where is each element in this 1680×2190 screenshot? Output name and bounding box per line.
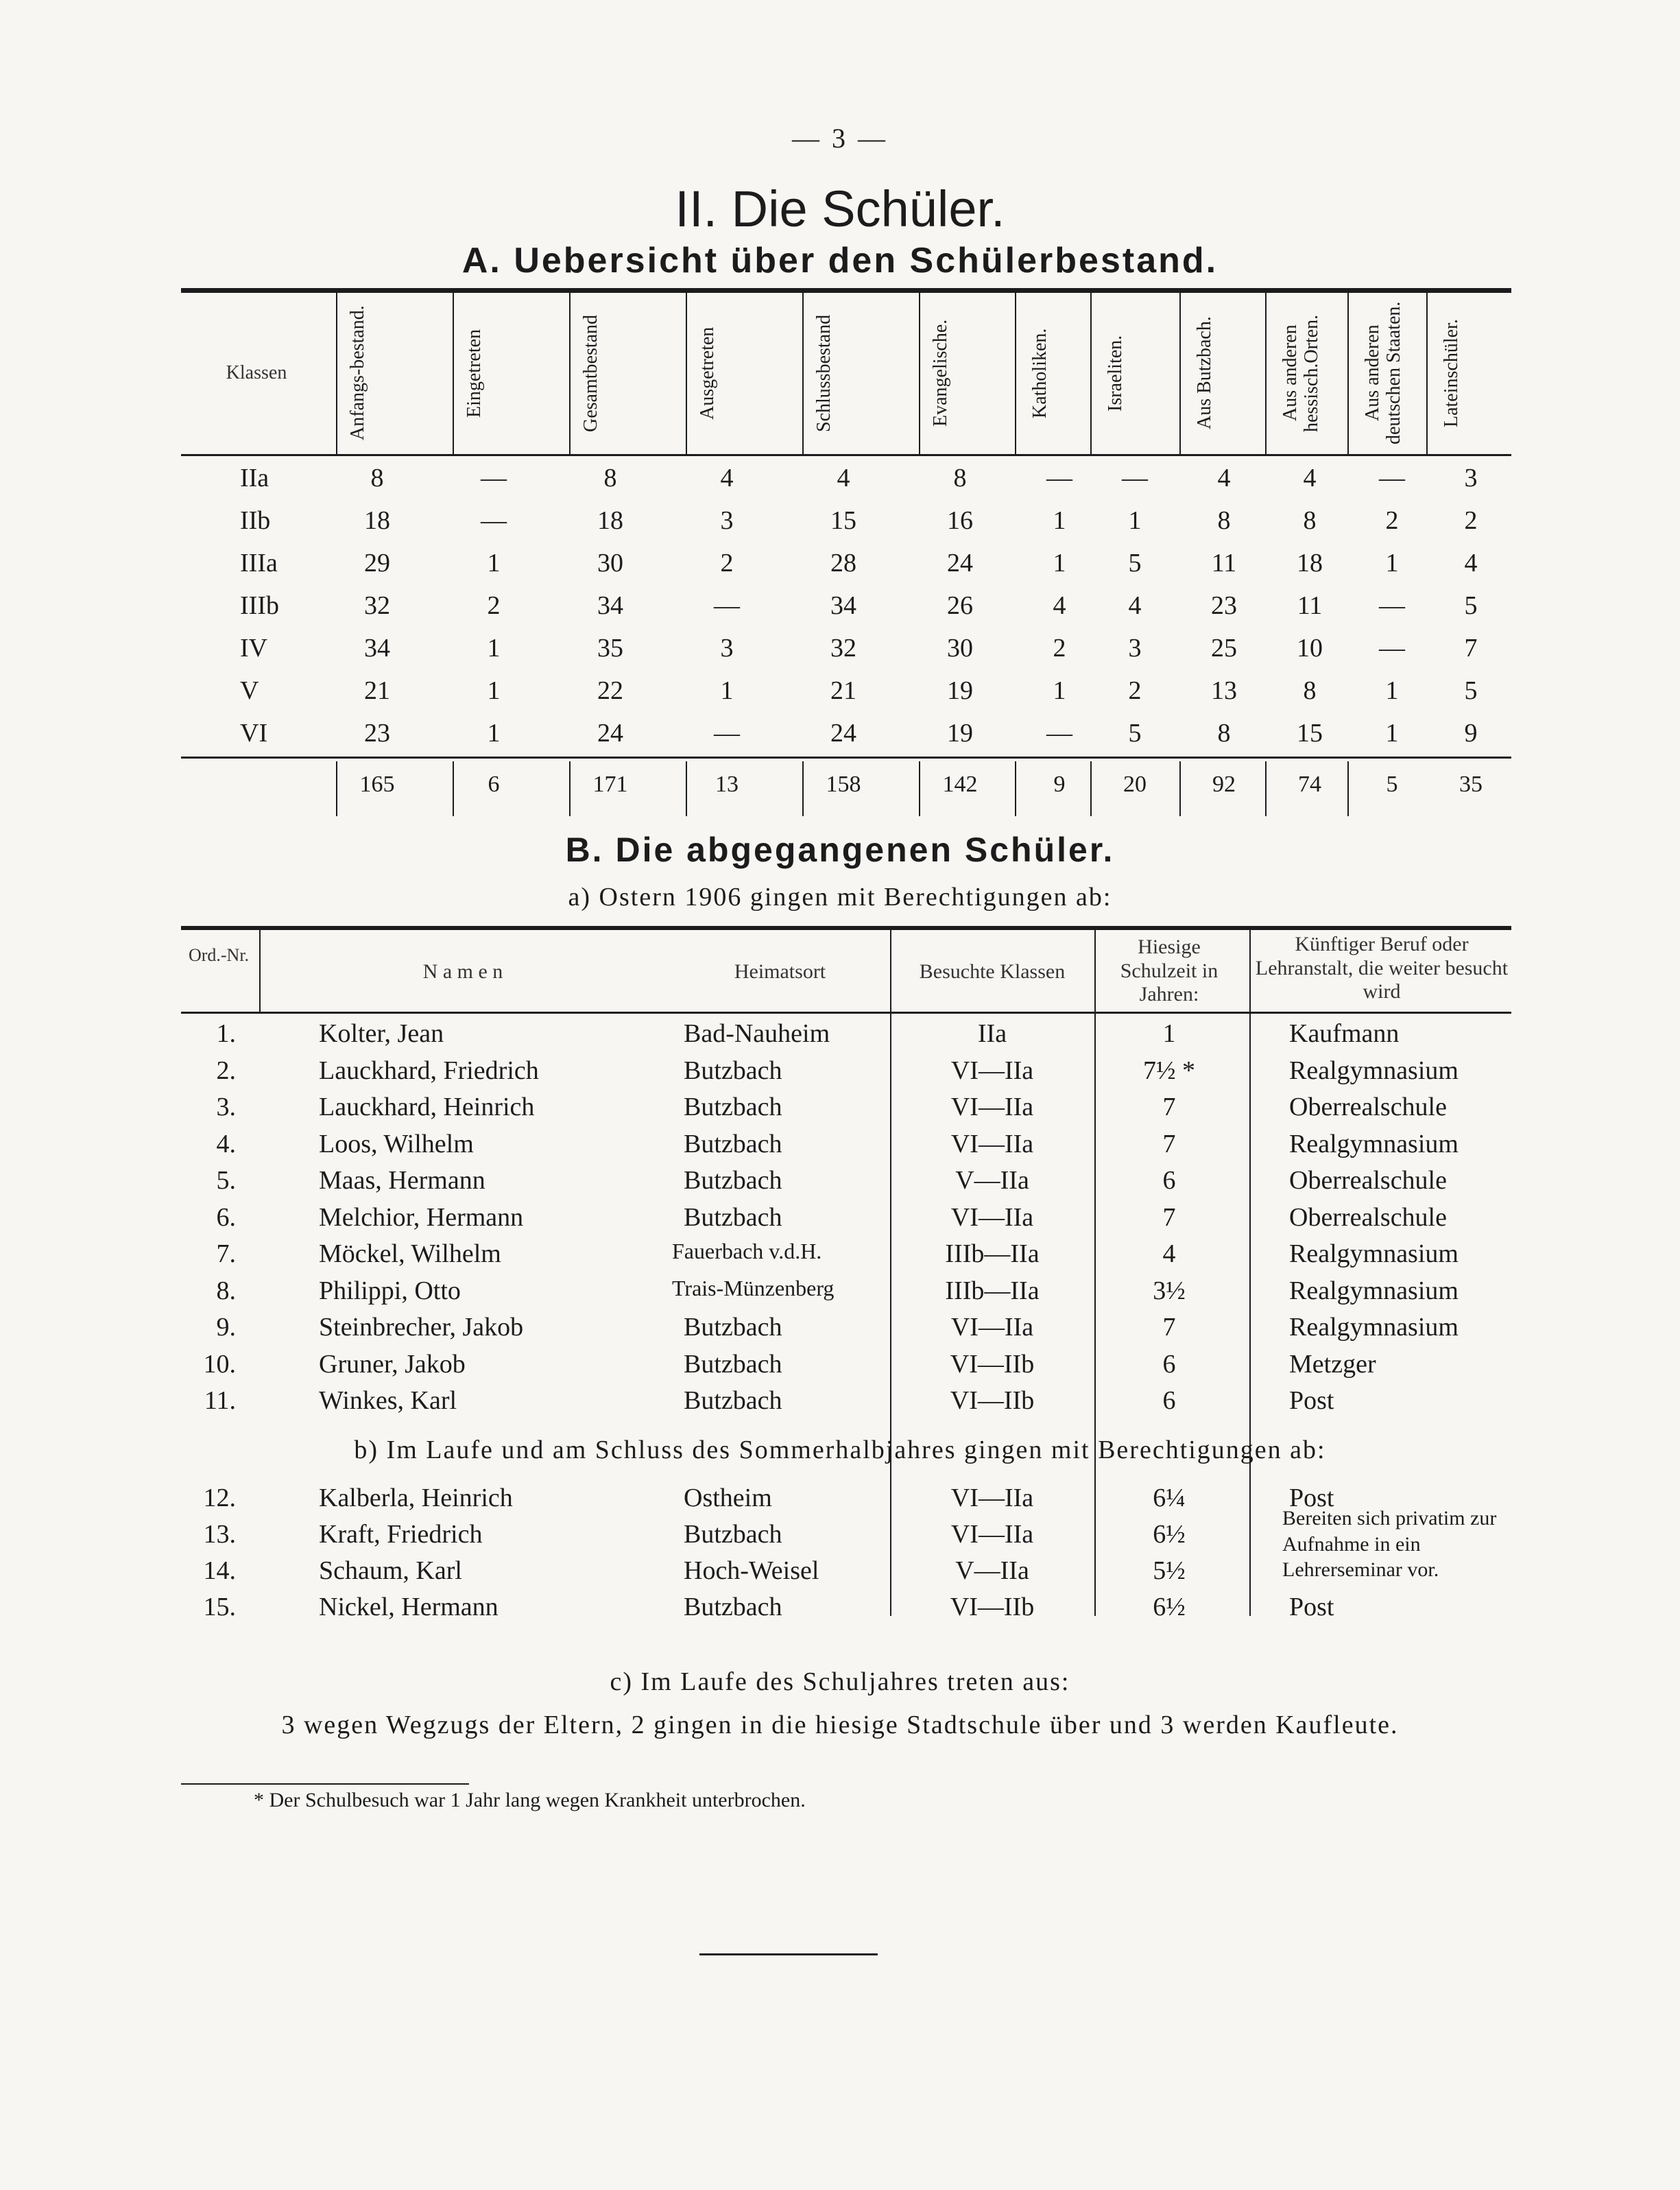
table-cell: 19 — [947, 676, 973, 705]
table-cell: 21 — [364, 676, 390, 705]
student-schulzeit: 6 — [1162, 1166, 1176, 1195]
student-name: Philippi, Otto — [319, 1276, 461, 1305]
table-cell: 8 — [1217, 719, 1231, 748]
student-nr: 10. — [203, 1349, 236, 1379]
student-nr: 6. — [216, 1202, 236, 1232]
column-header: Aus anderen hessisch.Orten. — [1280, 314, 1322, 432]
student-nr: 2. — [216, 1056, 236, 1085]
student-nr: 15. — [203, 1593, 236, 1621]
student-klassen: VI—IIb — [950, 1593, 1035, 1621]
table-cell: 1 — [1053, 676, 1066, 705]
student-name: Maas, Hermann — [319, 1166, 485, 1195]
subsection-c-text: 3 wegen Wegzugs der Eltern, 2 gingen in die hiesige Stadtschule über und 3 werden Kaufleute. — [281, 1711, 1399, 1739]
total-cell: 171 — [592, 772, 628, 797]
student-beruf: Realgymnasium — [1289, 1276, 1459, 1305]
table-cell: — — [1379, 634, 1405, 663]
table-cell: 25 — [1211, 634, 1237, 663]
column-header: Israeliten. — [1105, 335, 1126, 412]
student-klassen: IIIb—IIa — [945, 1239, 1040, 1268]
student-schulzeit: 7 — [1162, 1093, 1176, 1121]
table-a-divider — [1090, 293, 1092, 454]
student-nr: 11. — [204, 1386, 236, 1415]
student-klassen: VI—IIa — [950, 1484, 1034, 1512]
table-cell: 2 — [1464, 506, 1478, 535]
table-cell: — — [1046, 464, 1072, 492]
table-a-divider — [1265, 761, 1267, 816]
student-klassen: IIa — [977, 1019, 1007, 1048]
student-nr: 8. — [216, 1276, 236, 1305]
class-label: IIIb — [240, 591, 279, 620]
table-cell: 8 — [1303, 676, 1317, 705]
header-schulzeit: Hiesige Schulzeit in Jahren: — [1120, 936, 1219, 1005]
table-b-divider — [259, 930, 261, 1012]
student-schulzeit: 6½ — [1153, 1593, 1186, 1621]
student-schulzeit: 5½ — [1153, 1556, 1186, 1585]
table-cell: 1 — [1385, 676, 1399, 705]
student-klassen: VI—IIa — [950, 1313, 1034, 1342]
class-label: IIIa — [240, 549, 278, 578]
remark-seminar: Bereiten sich privatim zur Aufnahme in ein Lehrerseminar vor. — [1282, 1507, 1497, 1581]
student-schulzeit: 7 — [1162, 1129, 1176, 1158]
table-a-header-rule — [181, 454, 1511, 456]
table-a-divider — [336, 293, 337, 454]
table-a-divider — [802, 293, 804, 454]
table-cell: 5 — [1464, 676, 1478, 705]
table-a-divider — [569, 761, 571, 816]
table-cell: 15 — [1297, 719, 1323, 748]
header-nr: Ord.-Nr. — [188, 945, 250, 965]
header-klassen: Besuchte Klassen — [919, 960, 1066, 983]
table-a-divider — [1347, 761, 1349, 816]
table-a-divider — [1015, 761, 1016, 816]
student-beruf: Post — [1289, 1593, 1334, 1621]
student-beruf: Oberrealschule — [1289, 1093, 1447, 1121]
student-name: Loos, Wilhelm — [319, 1129, 474, 1158]
student-klassen: VI—IIa — [950, 1093, 1034, 1121]
table-cell: 5 — [1464, 591, 1478, 620]
table-cell: 4 — [1128, 591, 1142, 620]
student-schulzeit: 6 — [1162, 1349, 1176, 1379]
class-label: VI — [240, 719, 268, 748]
table-cell: 5 — [1128, 719, 1142, 748]
table-a-divider — [802, 761, 804, 816]
student-ort: Butzbach — [684, 1386, 782, 1415]
table-cell: 4 — [837, 464, 850, 492]
table-cell: 3 — [1464, 464, 1478, 492]
student-name: Nickel, Hermann — [319, 1593, 499, 1621]
column-header: Eingetreten — [464, 329, 485, 418]
student-ort: Butzbach — [684, 1202, 782, 1232]
table-cell: 34 — [830, 591, 856, 620]
table-cell: 24 — [597, 719, 623, 748]
total-cell: 92 — [1212, 772, 1236, 797]
student-nr: 1. — [216, 1019, 236, 1048]
student-schulzeit: 4 — [1162, 1239, 1176, 1268]
table-cell: 2 — [1053, 634, 1066, 663]
column-header: Schlussbestand — [813, 314, 835, 432]
student-ort: Butzbach — [684, 1056, 782, 1085]
page-title: II. Die Schüler. — [675, 180, 1005, 237]
student-ort: Hoch-Weisel — [684, 1556, 819, 1585]
student-ort: Ostheim — [684, 1484, 772, 1512]
student-schulzeit: 7½ * — [1143, 1056, 1195, 1085]
column-header: Aus Butzbach. — [1194, 316, 1215, 430]
student-beruf: Realgymnasium — [1289, 1129, 1459, 1158]
table-cell: 1 — [487, 676, 501, 705]
student-nr: 5. — [216, 1166, 236, 1195]
table-cell: 22 — [597, 676, 623, 705]
table-cell: 4 — [1217, 464, 1231, 492]
student-name: Kalberla, Heinrich — [319, 1484, 513, 1512]
class-label: IIb — [240, 506, 271, 535]
column-header: Aus anderen deutschen Staaten. — [1362, 301, 1404, 445]
table-cell: 2 — [487, 591, 501, 620]
student-ort: Bad-Nauheim — [684, 1019, 830, 1048]
table-cell: 34 — [597, 591, 623, 620]
table-cell: 4 — [720, 464, 734, 492]
table-cell: 18 — [597, 506, 623, 535]
table-cell: 1 — [720, 676, 734, 705]
table-cell: 3 — [1128, 634, 1142, 663]
table-b-top-rule — [181, 926, 1511, 930]
student-klassen: VI—IIa — [950, 1129, 1034, 1158]
table-b-divider — [890, 930, 891, 1616]
class-label: V — [240, 676, 259, 705]
table-cell: 5 — [1128, 549, 1142, 578]
student-name: Gruner, Jakob — [319, 1349, 466, 1379]
student-beruf: Realgymnasium — [1289, 1056, 1459, 1085]
table-cell: 1 — [1385, 719, 1399, 748]
student-nr: 9. — [216, 1313, 236, 1342]
student-schulzeit: 7 — [1162, 1313, 1176, 1342]
student-ort: Butzbach — [684, 1349, 782, 1379]
subsection-b-title: b) Im Laufe und am Schluss des Sommerhalbjahres gingen mit Berechtigungen ab: — [354, 1436, 1326, 1464]
student-ort: Butzbach — [684, 1093, 782, 1121]
table-cell: 24 — [947, 549, 973, 578]
subsection-c-title: c) Im Laufe des Schuljahres treten aus: — [610, 1667, 1070, 1696]
table-cell: 4 — [1053, 591, 1066, 620]
student-beruf: Oberrealschule — [1289, 1166, 1447, 1195]
table-a-divider — [569, 293, 571, 454]
student-ort: Trais-Münzenberg — [672, 1275, 835, 1300]
table-a-divider — [1426, 293, 1428, 454]
student-beruf: Kaufmann — [1289, 1019, 1400, 1048]
table-cell: 8 — [1303, 506, 1317, 535]
table-cell: 23 — [1211, 591, 1237, 620]
table-a-divider — [1015, 293, 1016, 454]
table-cell: 3 — [720, 506, 734, 535]
table-cell: — — [714, 719, 740, 748]
table-a-divider — [1179, 761, 1181, 816]
total-cell: 20 — [1123, 772, 1147, 797]
table-cell: 1 — [487, 549, 501, 578]
student-ort: Fauerbach v.d.H. — [672, 1239, 822, 1263]
student-nr: 13. — [203, 1520, 236, 1549]
subsection-a-title: a) Ostern 1906 gingen mit Berechtigungen ab: — [568, 883, 1112, 912]
table-cell: 3 — [720, 634, 734, 663]
table-a-divider — [1179, 293, 1181, 454]
student-klassen: VI—IIa — [950, 1056, 1034, 1085]
table-cell: — — [1379, 464, 1405, 492]
page-number: — 3 — — [792, 123, 888, 154]
table-cell: 1 — [1053, 549, 1066, 578]
table-cell: — — [481, 464, 507, 492]
total-cell: 158 — [826, 772, 861, 797]
student-name: Kolter, Jean — [319, 1019, 444, 1048]
table-cell: 1 — [1053, 506, 1066, 535]
table-cell: 4 — [1303, 464, 1317, 492]
table-a-divider — [919, 761, 920, 816]
column-header: Gesamtbestand — [580, 314, 601, 432]
table-b-divider — [1249, 930, 1251, 1616]
table-cell: 2 — [720, 549, 734, 578]
student-nr: 4. — [216, 1129, 236, 1158]
table-cell: 8 — [953, 464, 967, 492]
student-nr: 14. — [203, 1556, 236, 1585]
total-cell: 13 — [715, 772, 739, 797]
student-klassen: V—IIa — [955, 1556, 1029, 1585]
table-a-divider — [453, 293, 454, 454]
student-name: Melchior, Hermann — [319, 1202, 524, 1232]
student-ort: Butzbach — [684, 1166, 782, 1195]
total-cell: 35 — [1459, 772, 1483, 797]
student-name: Winkes, Karl — [319, 1386, 457, 1415]
table-cell: 23 — [364, 719, 390, 748]
student-beruf: Realgymnasium — [1289, 1239, 1459, 1268]
table-cell: — — [1122, 464, 1148, 492]
table-cell: 1 — [487, 719, 501, 748]
student-schulzeit: 6 — [1162, 1386, 1176, 1415]
total-cell: 5 — [1386, 772, 1398, 797]
student-beruf: Realgymnasium — [1289, 1313, 1459, 1342]
section-a-heading: A. Uebersicht über den Schülerbestand. — [461, 241, 1219, 281]
table-cell: 8 — [370, 464, 384, 492]
student-ort: Butzbach — [684, 1129, 782, 1158]
student-beruf: Post — [1289, 1484, 1334, 1512]
student-ort: Butzbach — [684, 1520, 782, 1549]
table-cell: 16 — [947, 506, 973, 535]
student-beruf: Oberrealschule — [1289, 1202, 1447, 1232]
student-schulzeit: 1 — [1162, 1019, 1176, 1048]
total-cell: 142 — [942, 772, 978, 797]
student-nr: 12. — [203, 1484, 236, 1512]
table-cell: 2 — [1128, 676, 1142, 705]
header-ort: Heimatsort — [734, 960, 826, 983]
student-nr: 3. — [216, 1093, 236, 1121]
table-cell: 34 — [364, 634, 390, 663]
section-b-heading: B. Die abgegangenen Schüler. — [565, 831, 1115, 869]
student-name: Steinbrecher, Jakob — [319, 1313, 524, 1342]
footnote-rule — [181, 1783, 469, 1785]
student-name: Möckel, Wilhelm — [319, 1239, 501, 1268]
table-cell: 8 — [603, 464, 617, 492]
table-cell: — — [714, 591, 740, 620]
student-schulzeit: 6½ — [1153, 1520, 1186, 1549]
student-name: Kraft, Friedrich — [319, 1520, 483, 1549]
table-cell: 28 — [830, 549, 856, 578]
student-schulzeit: 6¼ — [1153, 1484, 1186, 1512]
column-header: Evangelische. — [930, 319, 951, 427]
table-cell: 11 — [1211, 549, 1237, 578]
table-cell: 9 — [1464, 719, 1478, 748]
student-klassen: V—IIa — [955, 1166, 1029, 1195]
student-klassen: VI—IIb — [950, 1386, 1035, 1415]
table-cell: 32 — [364, 591, 390, 620]
table-a-divider — [1347, 293, 1349, 454]
table-cell: 2 — [1385, 506, 1399, 535]
table-cell: 32 — [830, 634, 856, 663]
table-b-header-rule — [181, 1012, 1511, 1014]
footnote: * Der Schulbesuch war 1 Jahr lang wegen Krankheit unterbrochen. — [254, 1789, 806, 1811]
table-cell: 30 — [947, 634, 973, 663]
table-a-divider — [336, 761, 337, 816]
class-label: IV — [240, 634, 268, 663]
table-cell: 7 — [1464, 634, 1478, 663]
table-cell: — — [1046, 719, 1072, 748]
total-cell: 165 — [359, 772, 395, 797]
student-ort: Butzbach — [684, 1593, 782, 1621]
table-cell: 21 — [830, 676, 856, 705]
table-cell: 15 — [830, 506, 856, 535]
table-cell: 10 — [1297, 634, 1323, 663]
student-name: Lauckhard, Heinrich — [319, 1093, 535, 1121]
table-a-divider — [1265, 293, 1267, 454]
table-cell: 11 — [1297, 591, 1323, 620]
table-cell: 29 — [364, 549, 390, 578]
column-header: Anfangs-bestand. — [347, 305, 368, 441]
student-klassen: VI—IIa — [950, 1520, 1034, 1549]
table-a-divider — [919, 293, 920, 454]
table-cell: 26 — [947, 591, 973, 620]
student-klassen: VI—IIb — [950, 1349, 1035, 1379]
student-klassen: IIIb—IIa — [945, 1276, 1040, 1305]
table-cell: 13 — [1211, 676, 1237, 705]
table-cell: 4 — [1464, 549, 1478, 578]
student-name: Lauckhard, Friedrich — [319, 1056, 539, 1085]
table-cell: 30 — [597, 549, 623, 578]
table-a-divider — [686, 293, 687, 454]
class-label: IIa — [240, 464, 269, 492]
student-name: Schaum, Karl — [319, 1556, 462, 1585]
total-cell: 9 — [1053, 772, 1066, 797]
table-b-divider — [1094, 930, 1096, 1616]
end-rule — [699, 1953, 878, 1955]
table-cell: — — [481, 506, 507, 535]
column-header: Lateinschüler. — [1441, 319, 1462, 427]
student-klassen: VI—IIa — [950, 1202, 1034, 1232]
student-schulzeit: 7 — [1162, 1202, 1176, 1232]
table-a-divider — [686, 761, 687, 816]
table-cell: 19 — [947, 719, 973, 748]
table-a-top-rule — [181, 288, 1511, 293]
column-header: Katholiken. — [1029, 328, 1051, 418]
column-header: Ausgetreten — [697, 326, 718, 420]
table-cell: — — [1379, 591, 1405, 620]
student-beruf: Metzger — [1289, 1349, 1376, 1379]
table-cell: 1 — [1128, 506, 1142, 535]
row-header-label: Klassen — [226, 362, 287, 383]
student-beruf: Post — [1289, 1386, 1334, 1415]
total-cell: 74 — [1298, 772, 1321, 797]
student-schulzeit: 3½ — [1153, 1276, 1186, 1305]
table-cell: 8 — [1217, 506, 1231, 535]
table-cell: 18 — [1297, 549, 1323, 578]
student-ort: Butzbach — [684, 1313, 782, 1342]
table-cell: 1 — [1385, 549, 1399, 578]
table-a-divider — [453, 761, 454, 816]
table-cell: 1 — [487, 634, 501, 663]
table-cell: 24 — [830, 719, 856, 748]
table-cell: 18 — [364, 506, 390, 535]
total-cell: 6 — [488, 772, 500, 797]
header-name: N a m e n — [422, 960, 503, 983]
header-beruf: Künftiger Beruf oder Lehranstalt, die weiter besucht wird — [1255, 933, 1509, 1003]
table-cell: 35 — [597, 634, 623, 663]
student-nr: 7. — [216, 1239, 236, 1268]
table-a-total-rule — [181, 757, 1511, 759]
